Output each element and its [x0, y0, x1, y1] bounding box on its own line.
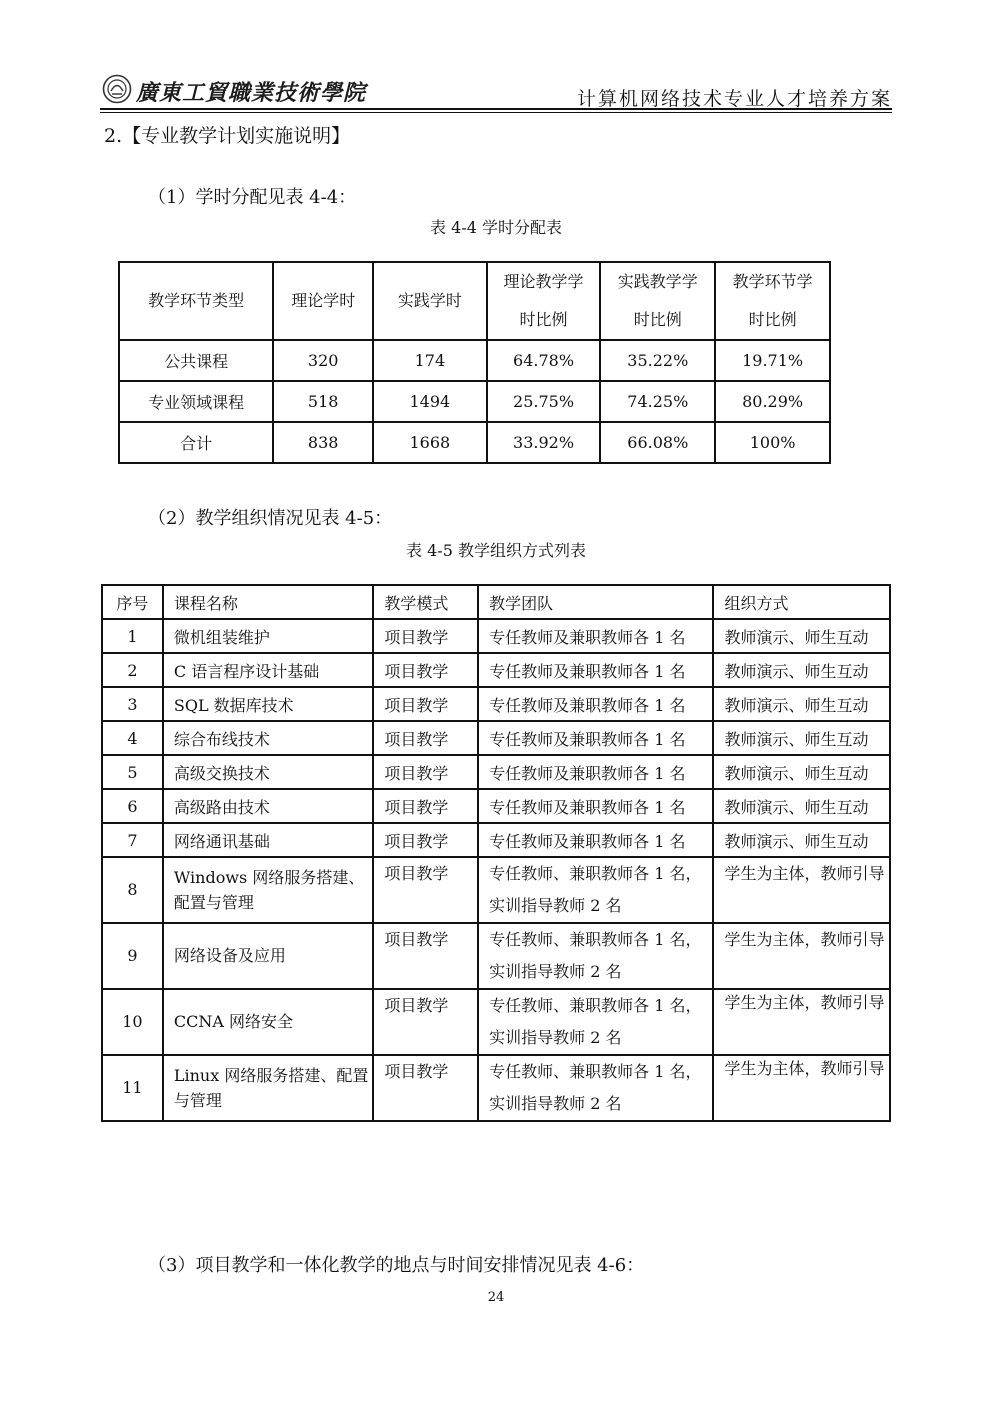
table1-header-cell: 教学环节类型: [119, 262, 273, 340]
table-cell: 项目教学: [373, 923, 478, 989]
table-cell: 66.08%: [600, 422, 715, 463]
table-cell: 项目教学: [373, 687, 478, 721]
table1-header-cell: 实践学时: [373, 262, 487, 340]
table-cell: 8: [102, 857, 163, 923]
table2-header-cell: 序号: [102, 585, 163, 619]
table-cell: 2: [102, 653, 163, 687]
table-cell: 学生为主体，教师引导: [713, 857, 890, 923]
table-cell: 64.78%: [487, 340, 601, 381]
plan-title: 计算机网络技术专业人才培养方案: [576, 88, 892, 110]
table-cell: 教师演示、师生互动: [713, 619, 890, 653]
table-row: [102, 721, 890, 755]
table-cell: 100%: [715, 422, 830, 463]
table-row: [102, 653, 890, 687]
table-cell: 9: [102, 923, 163, 989]
table-cell: 项目教学: [373, 721, 478, 755]
table-cell: Linux 网络服务搭建、配置与管理: [163, 1055, 374, 1121]
table-cell: Windows 网络服务搭建、配置与管理: [163, 857, 374, 923]
page-header: [100, 70, 892, 110]
table2-header-cell: 组织方式: [713, 585, 890, 619]
table-cell: 教师演示、师生互动: [713, 653, 890, 687]
table-cell: 项目教学: [373, 789, 478, 823]
item-2-text: （2）教学组织情况见表 4-5：: [148, 508, 393, 529]
school-name: 廣東工貿職業技術學院: [136, 80, 367, 106]
table-cell: 项目教学: [373, 989, 478, 1055]
table-cell: 教师演示、师生互动: [713, 721, 890, 755]
table-cell: 教师演示、师生互动: [713, 755, 890, 789]
table1-caption: 表 4-4 学时分配表: [430, 218, 562, 237]
table-cell: 74.25%: [600, 381, 715, 422]
table-cell: 微机组装维护: [163, 619, 374, 653]
table-cell: 专任教师及兼职教师各 1 名: [478, 721, 713, 755]
table-cell: 6: [102, 789, 163, 823]
table-cell: 专任教师及兼职教师各 1 名: [478, 789, 713, 823]
table-cell: 3: [102, 687, 163, 721]
table-cell: 10: [102, 989, 163, 1055]
table-row: [102, 857, 890, 923]
table-cell: 教师演示、师生互动: [713, 789, 890, 823]
table-cell: CCNA 网络安全: [163, 989, 374, 1055]
table-cell: 项目教学: [373, 619, 478, 653]
hours-allocation-table: [118, 261, 831, 464]
table-cell: 专任教师及兼职教师各 1 名: [478, 755, 713, 789]
table2-header-cell: 教学模式: [373, 585, 478, 619]
table-cell: 专任教师、兼职教师各 1 名，实训指导教师 2 名: [478, 857, 713, 923]
table-cell: 项目教学: [373, 755, 478, 789]
table-cell: 4: [102, 721, 163, 755]
table-cell: 项目教学: [373, 857, 478, 923]
table-cell: 5: [102, 755, 163, 789]
table-cell: 1: [102, 619, 163, 653]
table-cell: 教师演示、师生互动: [713, 823, 890, 857]
table-row: [119, 340, 830, 381]
table-cell: 专任教师、兼职教师各 1 名，实训指导教师 2 名: [478, 1055, 713, 1121]
table-cell: 专任教师及兼职教师各 1 名: [478, 653, 713, 687]
table-cell: 专任教师及兼职教师各 1 名: [478, 823, 713, 857]
table-cell: 838: [273, 422, 373, 463]
table-cell: 高级交换技术: [163, 755, 374, 789]
table-cell: 教师演示、师生互动: [713, 687, 890, 721]
page-number: 24: [487, 1290, 505, 1305]
table1-header-row: [119, 262, 830, 340]
table-cell: 专任教师、兼职教师各 1 名，实训指导教师 2 名: [478, 923, 713, 989]
header-rule-thin: [100, 112, 892, 113]
table2-header-cell: 教学团队: [478, 585, 713, 619]
table-cell: 高级路由技术: [163, 789, 374, 823]
table-cell: 1494: [373, 381, 487, 422]
table-cell: SQL 数据库技术: [163, 687, 374, 721]
table1-header-cell: 实践教学学 时比例: [600, 262, 715, 340]
table-cell: 项目教学: [373, 823, 478, 857]
item-1-text: （1）学时分配见表 4-4：: [148, 187, 357, 208]
table-row: [102, 755, 890, 789]
table-cell: 174: [373, 340, 487, 381]
table-row: [102, 923, 890, 989]
header-rule: [100, 108, 892, 110]
teaching-organization-table: [101, 584, 891, 1122]
table-row: [119, 381, 830, 422]
section-heading: 2.【专业教学计划实施说明】: [104, 125, 351, 147]
table-cell: 学生为主体，教师引导: [713, 1055, 890, 1121]
table-cell: 33.92%: [487, 422, 601, 463]
table-cell: 19.71%: [715, 340, 830, 381]
table-cell: 公共课程: [119, 340, 273, 381]
table1-header-cell: 教学环节学 时比例: [715, 262, 830, 340]
table-row: [102, 823, 890, 857]
table-cell: 35.22%: [600, 340, 715, 381]
table-cell: 网络设备及应用: [163, 923, 374, 989]
table-cell: 80.29%: [715, 381, 830, 422]
table-cell: 综合布线技术: [163, 721, 374, 755]
table-cell: 合计: [119, 422, 273, 463]
table-row: [102, 619, 890, 653]
table1-header-cell: 理论学时: [273, 262, 373, 340]
table-cell: 项目教学: [373, 653, 478, 687]
table-row: [102, 687, 890, 721]
table-cell: 320: [273, 340, 373, 381]
table2-header-row: [102, 585, 890, 619]
table-row: [102, 989, 890, 1055]
table-cell: 专业领域课程: [119, 381, 273, 422]
table1-header-cell: 理论教学学 时比例: [487, 262, 601, 340]
table-cell: 专任教师及兼职教师各 1 名: [478, 619, 713, 653]
table-cell: 7: [102, 823, 163, 857]
table-cell: 专任教师、兼职教师各 1 名，实训指导教师 2 名: [478, 989, 713, 1055]
table-row: [102, 1055, 890, 1121]
table-cell: 学生为主体，教师引导: [713, 923, 890, 989]
table-cell: 11: [102, 1055, 163, 1121]
table-cell: 518: [273, 381, 373, 422]
table-cell: 网络通讯基础: [163, 823, 374, 857]
table-cell: 1668: [373, 422, 487, 463]
table2-header-cell: 课程名称: [163, 585, 374, 619]
table-row: [119, 422, 830, 463]
item-3-text: （3）项目教学和一体化教学的地点与时间安排情况见表 4-6：: [148, 1255, 645, 1276]
table-cell: C 语言程序设计基础: [163, 653, 374, 687]
table-row: [102, 789, 890, 823]
table-cell: 专任教师及兼职教师各 1 名: [478, 687, 713, 721]
table-cell: 学生为主体，教师引导: [713, 989, 890, 1055]
school-logo-icon: [102, 74, 132, 104]
table-cell: 项目教学: [373, 1055, 478, 1121]
table-cell: 25.75%: [487, 381, 601, 422]
table2-caption: 表 4-5 教学组织方式列表: [406, 541, 586, 560]
